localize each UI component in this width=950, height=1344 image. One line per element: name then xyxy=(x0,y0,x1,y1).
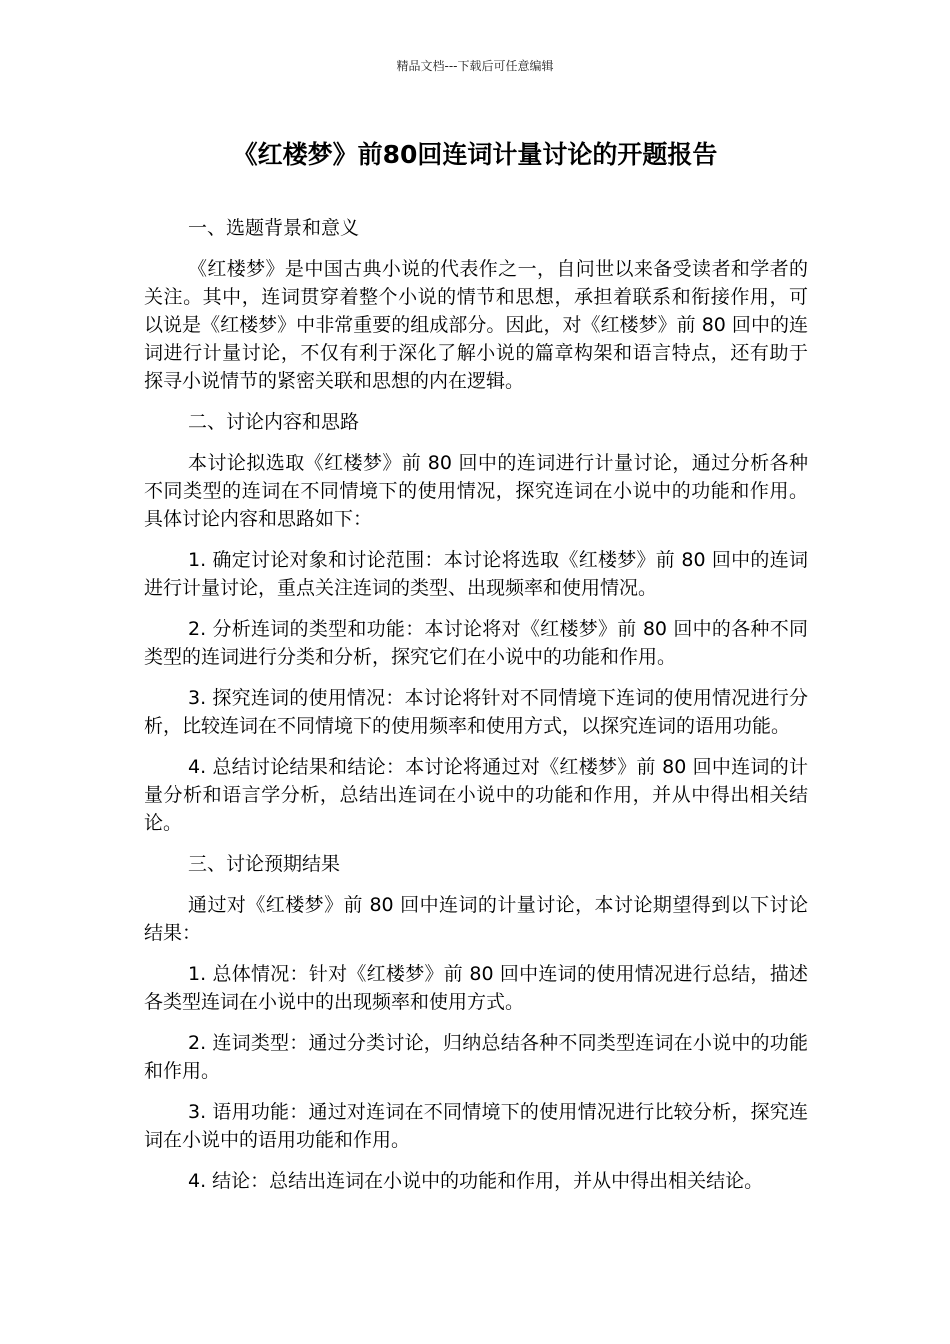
header-note: 精品文档---下载后可任意编辑 xyxy=(396,59,554,73)
list-item-content-2: 2. 分析连词的类型和功能：本讨论将对《红楼梦》前 80 回中的各种不同类型的连词进行分类和分析，探究它们在小说中的功能和作用。 xyxy=(144,618,808,668)
paragraph-background: 《红楼梦》是中国古典小说的代表作之一，自问世以来备受读者和学者的关注。其中，连词贯穿着整个小说的情节和思想，承担着联系和衔接作用，可以说是《红楼梦》中非常重要的组成部分。因此，对《红楼梦》前 80 回中的连词进行计量讨论，不仅有利于深化了解小说的篇章构架和语言特点，还有助于探寻小说情节的紧密关联和思想的内在逻辑。 xyxy=(144,258,808,392)
section-heading-background: 一、选题背景和意义 xyxy=(188,217,360,239)
paragraph-content-intro: 本讨论拟选取《红楼梦》前 80 回中的连词进行计量讨论，通过分析各种不同类型的连词在不同情境下的使用情况，探究连词在小说中的功能和作用。具体讨论内容和思路如下： xyxy=(144,452,808,530)
list-item-content-1: 1. 确定讨论对象和讨论范围：本讨论将选取《红楼梦》前 80 回中的连词进行计量讨论，重点关注连词的类型、出现频率和使用情况。 xyxy=(144,549,808,599)
document-title: 《红楼梦》前80回连词计量讨论的开题报告 xyxy=(232,140,718,169)
list-item-content-4: 4. 总结讨论结果和结论：本讨论将通过对《红楼梦》前 80 回中连词的计量分析和语言学分析，总结出连词在小说中的功能和作用，并从中得出相关结论。 xyxy=(144,756,808,834)
list-item-results-3: 3. 语用功能：通过对连词在不同情境下的使用情况进行比较分析，探究连词在小说中的语用功能和作用。 xyxy=(144,1101,808,1151)
list-item-results-1: 1. 总体情况：针对《红楼梦》前 80 回中连词的使用情况进行总结，描述各类型连词在小说中的出现频率和使用方式。 xyxy=(144,963,808,1013)
list-item-results-4: 4. 结论：总结出连词在小说中的功能和作用，并从中得出相关结论。 xyxy=(188,1170,764,1192)
list-item-content-3: 3. 探究连词的使用情况：本讨论将针对不同情境下连词的使用情况进行分析，比较连词在不同情境下的使用频率和使用方式，以探究连词的语用功能。 xyxy=(144,687,808,737)
section-heading-content: 二、讨论内容和思路 xyxy=(188,411,360,433)
section-heading-results: 三、讨论预期结果 xyxy=(188,853,341,875)
document-body xyxy=(144,214,808,1208)
paragraph-results-intro: 通过对《红楼梦》前 80 回中连词的计量讨论，本讨论期望得到以下讨论结果： xyxy=(144,894,808,944)
list-item-results-2: 2. 连词类型：通过分类讨论，归纳总结各种不同类型连词在小说中的功能和作用。 xyxy=(144,1032,808,1082)
